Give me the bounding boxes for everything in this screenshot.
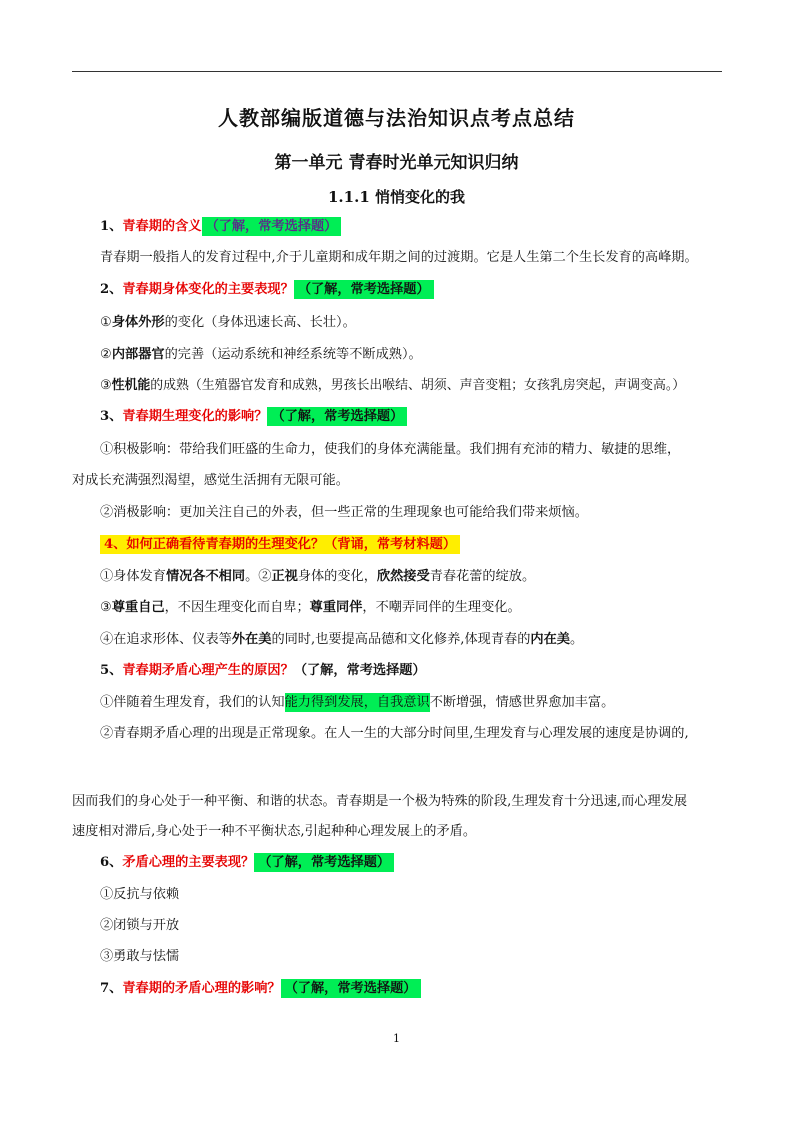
text-segment: 青春花蕾的绽放。 xyxy=(429,569,536,584)
item-keyword: 内部器官 xyxy=(111,347,165,362)
question-5-heading xyxy=(100,661,426,681)
question-number: 7、 xyxy=(100,981,123,996)
question-2-heading xyxy=(100,280,434,300)
text-segment: ，不因生理变化而自卑； xyxy=(164,600,310,615)
text-segment: 。② xyxy=(245,569,272,584)
question-tag: （了解，常考选择题） xyxy=(254,853,394,872)
question-tag: （了解，常考选择题） xyxy=(202,217,342,236)
question-2-item-1 xyxy=(100,313,356,333)
page-number: 1 xyxy=(393,1032,400,1045)
question-5-item-2-line-1: ②青春期矛盾心理的出现是正常现象。在人一生的大部分时间里,生理发育与心理发展的速度是协调的, xyxy=(100,726,689,741)
question-4-item-2 xyxy=(100,598,521,618)
keyword: 内在美 xyxy=(530,632,570,647)
keyword: 外在美 xyxy=(231,632,272,647)
text-segment: ①伴随着生理发育，我们的认知 xyxy=(100,695,285,710)
text-segment: 不断增强，情感世界愈加丰富。 xyxy=(429,695,615,710)
question-text: 青春期生理变化的影响？ xyxy=(122,409,268,424)
question-number: 5、 xyxy=(100,663,123,678)
question-3-item-1-line-2: 对成长充满强烈渴望，感觉生活拥有无限可能。 xyxy=(72,473,349,488)
question-2-item-3 xyxy=(100,376,685,396)
text-segment: ，不嘲弄同伴的生理变化。 xyxy=(362,600,521,615)
text-segment: ①身体发育 xyxy=(100,569,166,584)
keyword: 尊重同伴 xyxy=(309,600,363,615)
item-text: 的成熟（生殖器官发育和成熟，男孩长出喉结、胡须、声音变粗；女孩乳房突起，声调变高。） xyxy=(150,378,686,393)
item-prefix: ③ xyxy=(100,378,112,393)
unit-title: 第一单元 青春时光单元知识归纳 xyxy=(274,153,519,173)
question-text: 青春期的矛盾心理的影响？ xyxy=(122,981,281,996)
question-1-heading xyxy=(100,217,341,237)
item-text: 的完善（运动系统和神经系统等不断成熟）。 xyxy=(164,347,422,362)
question-4-heading xyxy=(100,535,460,555)
text-segment: 。 xyxy=(569,632,584,647)
question-text: 矛盾心理的主要表现？ xyxy=(122,855,255,870)
question-tag: （了解，常考选择题） xyxy=(293,663,426,678)
question-text: 青春期身体变化的主要表现？ xyxy=(122,282,294,297)
question-5-item-1 xyxy=(100,693,614,713)
keyword: 尊重自己 xyxy=(111,600,165,615)
question-6-item-3: ③勇敢与怯懦 xyxy=(100,949,180,964)
header-rule xyxy=(72,71,722,72)
question-2-item-2 xyxy=(100,345,422,365)
question-5-item-2-line-2: 因而我们的身心处于一种平衡、和谐的状态。青春期是一个极为特殊的阶段,生理发育十分迅速,而心理发展 xyxy=(72,794,688,809)
question-number: 2、 xyxy=(100,282,123,297)
item-prefix: ① xyxy=(100,315,112,330)
question-7-heading xyxy=(100,979,421,999)
question-number: 3、 xyxy=(100,409,123,424)
question-text: 青春期的含义 xyxy=(122,219,202,234)
highlighted-text: 能力得到发展，自我意识 xyxy=(284,695,430,710)
question-3-heading xyxy=(100,407,407,427)
question-tag: （了解，常考选择题） xyxy=(267,407,407,426)
keyword: 正视 xyxy=(271,569,298,584)
item-keyword: 身体外形 xyxy=(111,315,165,330)
question-tag: （了解，常考选择题） xyxy=(294,280,434,299)
text-segment: 的同时,也要提高品德和文化修养,体现青春的 xyxy=(271,632,531,647)
item-prefix: ② xyxy=(100,347,112,362)
question-3-item-1-line-1: ①积极影响：带给我们旺盛的生命力，使我们的身体充满能量。我们拥有充沛的精力、敏捷的思维， xyxy=(100,442,681,457)
question-6-item-2: ②闭锁与开放 xyxy=(100,918,180,933)
text-segment: ④在追求形体、仪表等 xyxy=(100,632,232,647)
question-4-item-1 xyxy=(100,567,535,587)
text-segment: ③ xyxy=(100,600,112,615)
keyword: 欣然接受 xyxy=(376,569,430,584)
document-title: 人教部编版道德与法治知识点考点总结 xyxy=(218,106,575,130)
question-4-highlight xyxy=(100,535,460,554)
text-segment: 身体的变化， xyxy=(297,569,377,584)
section-title: 1.1.1 悄悄变化的我 xyxy=(328,188,465,206)
question-6-item-1: ①反抗与依赖 xyxy=(100,887,180,902)
question-tag: （了解，常考选择题） xyxy=(281,979,421,998)
question-number: 1、 xyxy=(100,219,123,234)
question-4-item-3 xyxy=(100,630,583,650)
question-3-item-2: ②消极影响：更加关注自己的外表，但一些正常的生理现象也可能给我们带来烦恼。 xyxy=(100,505,588,520)
question-6-heading xyxy=(100,853,394,873)
item-keyword: 性机能 xyxy=(111,378,151,393)
item-text: 的变化（身体迅速长高、长壮）。 xyxy=(164,315,356,330)
question-text: 青春期矛盾心理产生的原因？ xyxy=(122,663,294,678)
question-5-item-2-line-3: 速度相对滞后,身心处于一种不平衡状态,引起种种心理发展上的矛盾。 xyxy=(72,824,477,839)
question-text: 4、如何正确看待青春期的生理变化？（背诵，常考材料题） xyxy=(104,537,457,552)
keyword: 情况各不相同 xyxy=(165,569,246,584)
question-number: 6、 xyxy=(100,855,123,870)
question-1-answer: 青春期一般指人的发育过程中,介于儿童期和成年期之间的过渡期。它是人生第二个生长发育的高峰期。 xyxy=(100,250,698,265)
